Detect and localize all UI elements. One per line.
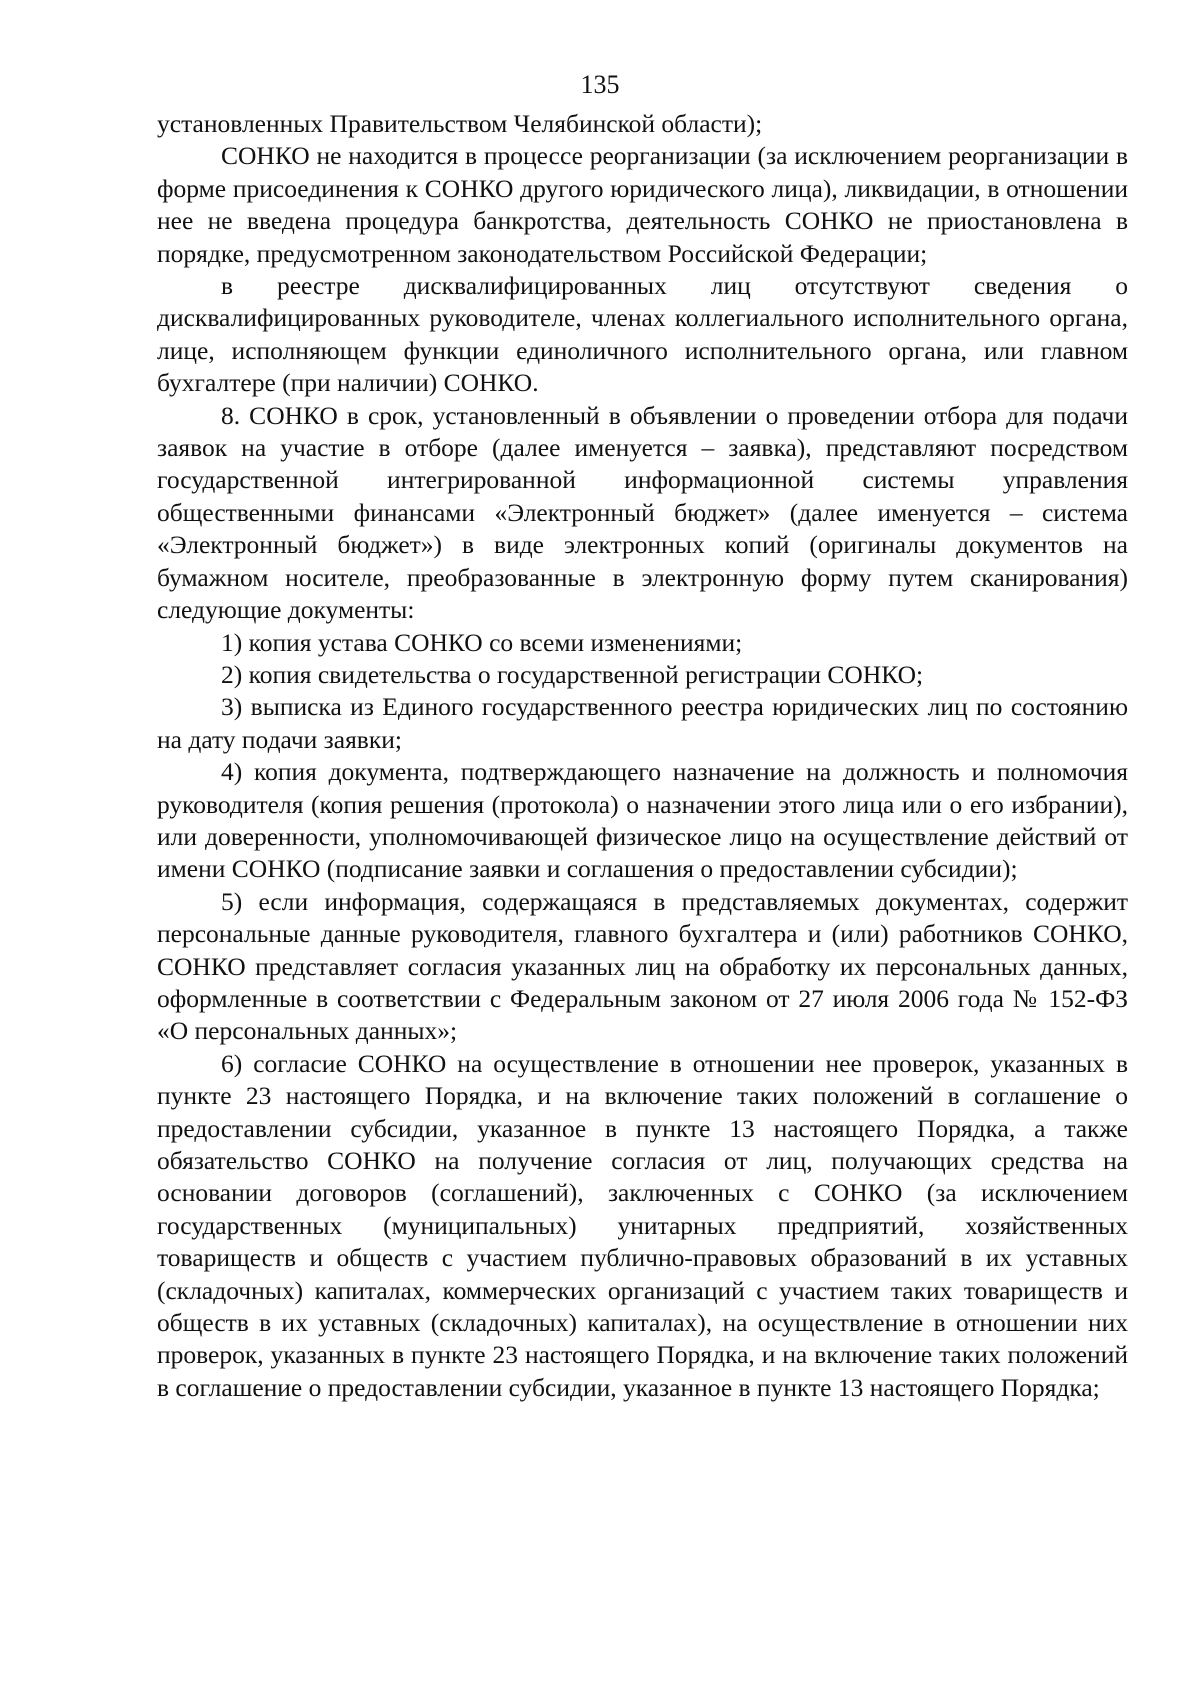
paragraph-8: 4) копия документа, подтверждающего назначение на должность и полномочия руководителя (копия решения (протокола) о назначении этого лица или о его избрании), или доверенности, уполномочивающей физическое лицо на осуществление действий от имени СОНКО (подписание заявки и соглашения о предоставлении субсидии); — [157, 757, 1128, 884]
document-body — [157, 108, 1128, 1404]
paragraph-4: 8. СОНКО в срок, установленный в объявлении о проведении отбора для подачи заявок на участие в отборе (далее именуется – заявка), представляют посредством государственной интегрированной информационной системы управления общественными финансами «Электронный бюджет» (далее именуется – система «Электронный бюджет») в виде электронных копий (оригиналы документов на бумажном носителе, преобразованные в электронную форму путем сканирования) следующие документы: — [157, 400, 1128, 625]
paragraph-9: 5) если информация, содержащаяся в представляемых документах, содержит персональные данные руководителя, главного бухгалтера и (или) работников СОНКО, СОНКО представляет согласия указанных лиц на обработку их персональных данных, оформленные в соответствии с Федеральным законом от 27 июля 2006 года № 152-ФЗ «О персональных данных»; — [157, 886, 1128, 1046]
paragraph-3: в реестре дисквалифицированных лиц отсутствуют сведения о дисквалифицированных руководителе, членах коллегиального исполнительного органа, лице, исполняющем функции единоличного исполнительного органа, или главном бухгалтере (при наличии) СОНКО. — [157, 271, 1128, 398]
paragraph-6: 2) копия свидетельства о государственной регистрации СОНКО; — [221, 659, 924, 689]
paragraph-5: 1) копия устава СОНКО со всеми изменениями; — [221, 627, 743, 657]
paragraph-10: 6) согласие СОНКО на осуществление в отношении нее проверок, указанных в пункте 23 настоящего Порядка, и на включение таких положений в соглашение о предоставлении субсидии, указанное в пункте 13 настоящего Порядка, а также обязательство СОНКО на получение согласия от лиц, получающих средства на основании договоров (соглашений), заключенных с СОНКО (за исключением государственных (муниципальных) унитарных предприятий, хозяйственных товариществ и обществ с участием публично-правовых образований в их уставных (складочных) капиталах, коммерческих организаций с участием таких товариществ и обществ в их уставных (складочных) капиталах), на осуществление в отношении них проверок, указанных в пункте 23 настоящего Порядка, и на включение таких положений в соглашение о предоставлении субсидии, указанное в пункте 13 настоящего Порядка; — [157, 1048, 1128, 1402]
paragraph-2: СОНКО не находится в процессе реорганизации (за исключением реорганизации в форме присоединения к СОНКО другого юридического лица), ликвидации, в отношении нее не введена процедура банкротства, деятельность СОНКО не приостановлена в порядке, предусмотренном законодательством Российской Федерации; — [157, 141, 1128, 268]
paragraph-1: установленных Правительством Челябинской области); — [157, 109, 763, 138]
paragraph-7: 3) выписка из Единого государственного реестра юридических лиц по состоянию на дату подачи заявки; — [157, 692, 1128, 754]
page-number: 135 — [580, 70, 620, 99]
